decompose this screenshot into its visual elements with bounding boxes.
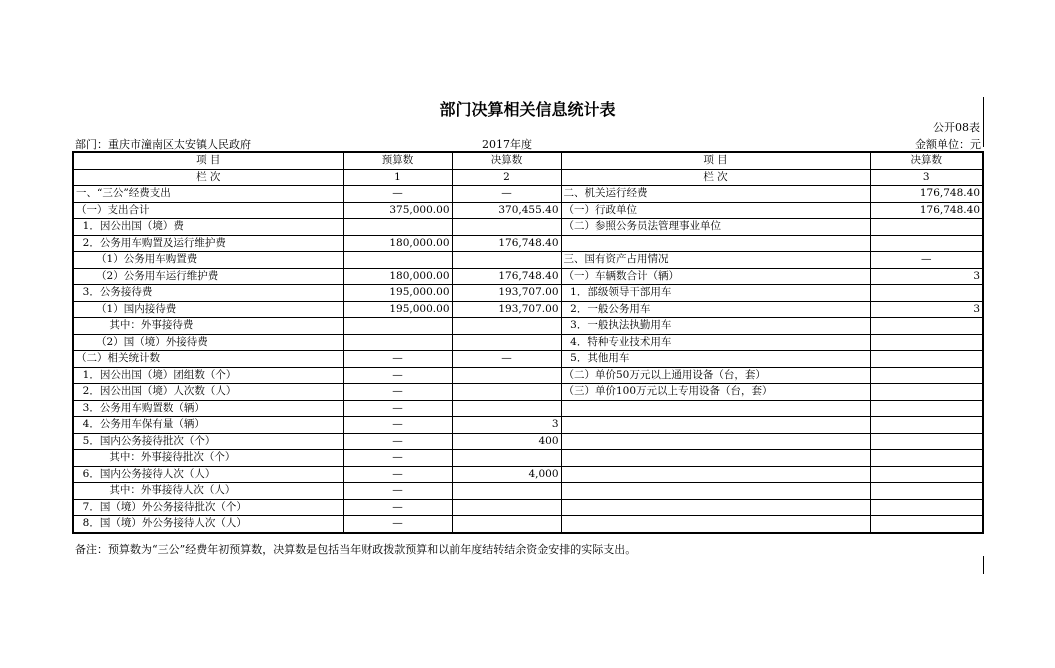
item2-cell: 1．部级领导干部用车 [561,285,870,302]
final-cell: — [452,351,561,368]
table-row [73,466,983,483]
budget-cell: 195,000.00 [343,301,452,318]
item2-cell [561,499,870,516]
table-row [73,334,983,351]
header-item: 项 目 [73,152,343,169]
budget-cell [343,334,452,351]
column-3: 3 [870,169,983,186]
item2-cell: 二、机关运行经费 [561,186,870,203]
budget-cell: — [343,466,452,483]
right-border-line-bottom [983,556,984,574]
table-row [73,499,983,516]
item2-cell [561,483,870,500]
item2-cell: （三）单价100万元以上专用设备（台，套） [561,384,870,401]
item-cell: 8．国（境）外公务接待人次（人） [73,516,343,533]
budget-cell: 180,000.00 [343,235,452,252]
item-cell: 其中：外事接待批次（个） [73,450,343,467]
header-row [73,152,983,169]
table-row [73,351,983,368]
final2-cell [870,433,983,450]
budget-cell: 195,000.00 [343,285,452,302]
statistics-table [72,151,984,534]
item2-cell: （一）行政单位 [561,202,870,219]
table-row [73,417,983,434]
table-row [73,219,983,236]
item2-cell [561,400,870,417]
final-cell: 4,000 [452,466,561,483]
final-cell [452,499,561,516]
column-index-row [73,169,983,186]
item-cell: （2）国（境）外接待费 [73,334,343,351]
item-cell: 其中：外事接待人次（人） [73,483,343,500]
item-cell: （二）相关统计数 [73,351,343,368]
header-final2: 决算数 [870,152,983,169]
table-row [73,285,983,302]
header-item2: 项 目 [561,152,870,169]
final2-cell [870,334,983,351]
item2-cell: 三、国有资产占用情况 [561,252,870,269]
table-row [73,318,983,335]
budget-cell: 180,000.00 [343,268,452,285]
item-cell: 6．国内公务接待人次（人） [73,466,343,483]
final2-cell: 176,748.40 [870,202,983,219]
final2-cell [870,483,983,500]
form-code: 公开08表 [933,121,980,134]
final2-cell [870,516,983,533]
item2-cell: 4．特种专业技术用车 [561,334,870,351]
final-cell [452,367,561,384]
table-row [73,433,983,450]
table-row [73,483,983,500]
final-cell [452,516,561,533]
table-row [73,252,983,269]
budget-cell: — [343,450,452,467]
item-cell: 2．公务用车购置及运行维护费 [73,235,343,252]
item-cell: 2．因公出国（境）人次数（人） [73,384,343,401]
budget-cell: — [343,384,452,401]
final-cell [452,450,561,467]
right-border-line [983,97,984,147]
table-row [73,235,983,252]
budget-cell: — [343,516,452,533]
item2-cell [561,450,870,467]
budget-cell [343,252,452,269]
table-row [73,384,983,401]
final2-cell: 176,748.40 [870,186,983,203]
final-cell [452,384,561,401]
budget-cell [343,219,452,236]
final2-cell [870,450,983,467]
final-cell [452,219,561,236]
budget-cell: — [343,400,452,417]
final-cell [452,252,561,269]
final2-cell: 3 [870,268,983,285]
final-cell: 3 [452,417,561,434]
item-cell: 3．公务用车购置数（辆） [73,400,343,417]
budget-cell: 375,000.00 [343,202,452,219]
item-cell: （2）公务用车运行维护费 [73,268,343,285]
final-cell: 400 [452,433,561,450]
table-row [73,516,983,533]
table-row [73,301,983,318]
item-cell: 7．国（境）外公务接待批次（个） [73,499,343,516]
final2-cell [870,417,983,434]
column-label2: 栏 次 [561,169,870,186]
table-row [73,400,983,417]
final2-cell: — [870,252,983,269]
item2-cell: （一）车辆数合计（辆） [561,268,870,285]
footnote: 备注：预算数为“三公”经费年初预算数，决算数是包括当年财政拨款预算和以前年度结转结余资金安排的实际支出。 [75,543,637,556]
item-cell: 一、“三公”经费支出 [73,186,343,203]
item2-cell: （二）参照公务员法管理事业单位 [561,219,870,236]
item-cell: 1．因公出国（境）费 [73,219,343,236]
final2-cell [870,235,983,252]
header-budget: 预算数 [343,152,452,169]
budget-cell: — [343,483,452,500]
item-cell: （1）公务用车购置费 [73,252,343,269]
table-row [73,186,983,203]
final-cell [452,400,561,417]
budget-cell: — [343,186,452,203]
final2-cell [870,499,983,516]
final2-cell [870,466,983,483]
final2-cell [870,384,983,401]
item-cell: 1．因公出国（境）团组数（个） [73,367,343,384]
item2-cell [561,235,870,252]
budget-cell [343,318,452,335]
item-cell: 3．公务接待费 [73,285,343,302]
final-cell [452,334,561,351]
final2-cell [870,285,983,302]
budget-cell: — [343,351,452,368]
item2-cell [561,516,870,533]
item2-cell: （二）单价50万元以上通用设备（台，套） [561,367,870,384]
final2-cell [870,219,983,236]
final2-cell [870,367,983,384]
item-cell: （1）国内接待费 [73,301,343,318]
final2-cell [870,351,983,368]
final2-cell [870,400,983,417]
page-title: 部门决算相关信息统计表 [439,100,616,119]
item2-cell: 3．一般执法执勤用车 [561,318,870,335]
column-1: 1 [343,169,452,186]
item2-cell [561,466,870,483]
budget-cell: — [343,417,452,434]
final-cell [452,318,561,335]
final-cell: 370,455.40 [452,202,561,219]
final-cell: 193,707.00 [452,301,561,318]
final-cell: — [452,186,561,203]
unit-label: 金额单位：元 [915,138,981,151]
final2-cell: 3 [870,301,983,318]
table-row [73,268,983,285]
column-label: 栏 次 [73,169,343,186]
item2-cell: 5．其他用车 [561,351,870,368]
item2-cell: 2．一般公务用车 [561,301,870,318]
final-cell: 176,748.40 [452,268,561,285]
department-label: 部门：重庆市潼南区太安镇人民政府 [75,138,251,151]
final2-cell [870,318,983,335]
item-cell: 4．公务用车保有量（辆） [73,417,343,434]
final-cell: 193,707.00 [452,285,561,302]
column-2: 2 [452,169,561,186]
item-cell: 5．国内公务接待批次（个） [73,433,343,450]
year-label: 2017年度 [482,138,532,151]
item2-cell [561,433,870,450]
item-cell: 其中：外事接待费 [73,318,343,335]
item2-cell [561,417,870,434]
header-final: 决算数 [452,152,561,169]
table-row [73,450,983,467]
budget-cell: — [343,433,452,450]
final-cell: 176,748.40 [452,235,561,252]
final-cell [452,483,561,500]
item-cell: （一）支出合计 [73,202,343,219]
table-row [73,367,983,384]
budget-cell: — [343,499,452,516]
budget-cell: — [343,367,452,384]
table-row [73,202,983,219]
